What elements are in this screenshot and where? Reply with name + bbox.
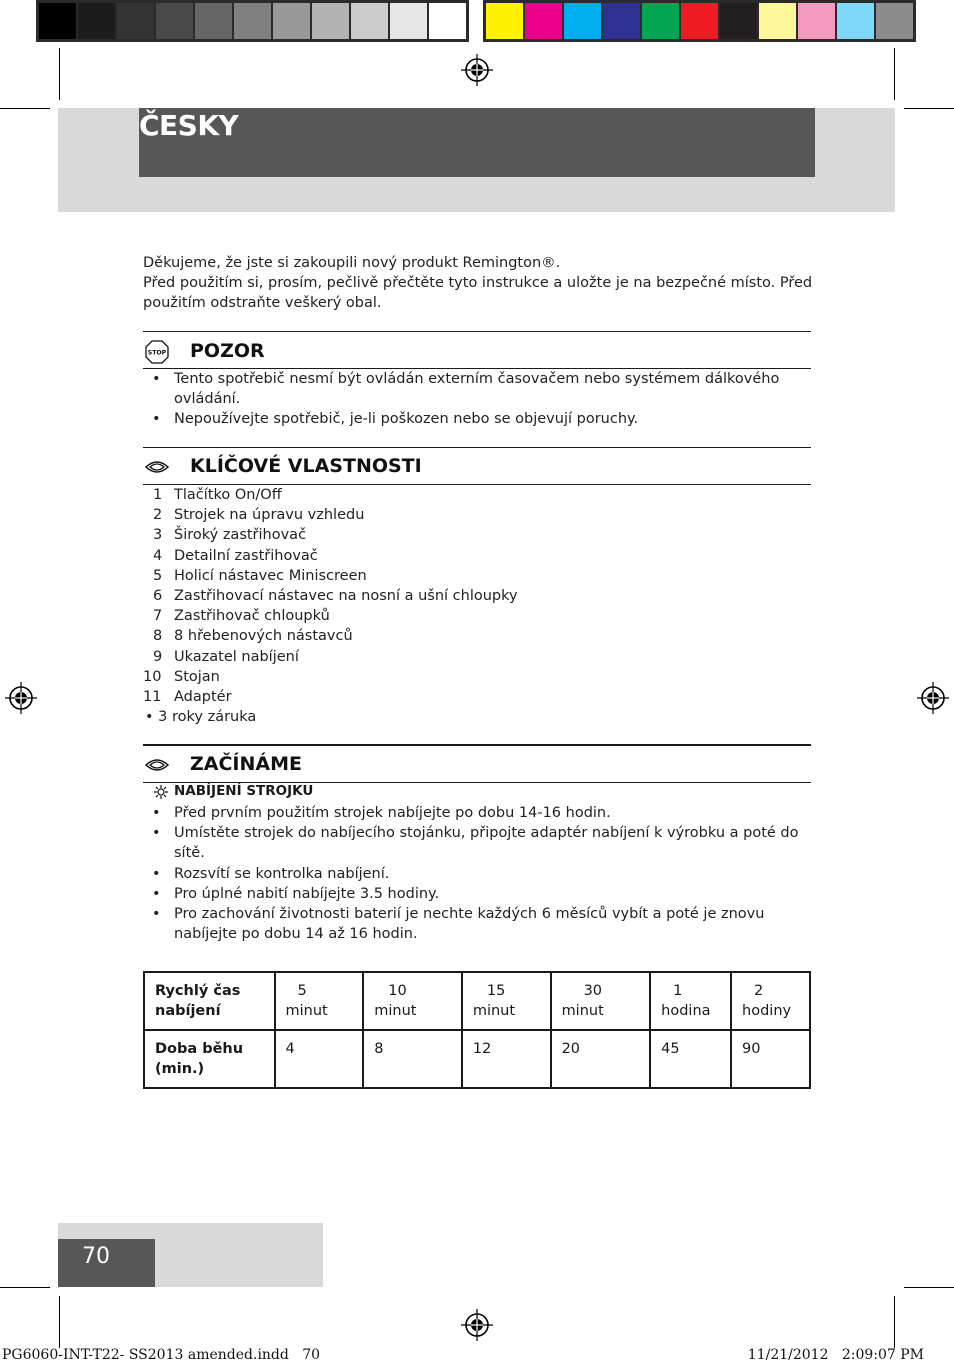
subheading-charging: NABÍJENÍ STROJKU: [174, 783, 314, 799]
crop-mark: [894, 48, 895, 100]
color-swatch: [351, 3, 388, 39]
color-swatch: [759, 3, 796, 39]
list-item: 2 Strojek na úpravu vzhledu: [153, 507, 365, 524]
list-item: 3 Široký zastřihovač: [153, 527, 307, 544]
list-item: 5 Holicí nástavec Miniscreen: [153, 567, 367, 584]
intro-line-1: Děkujeme, že jste si zakoupili nový produkt Remington®.: [143, 255, 561, 271]
list-item: • Nepoužívejte spotřebič, je-li poškozen nebo se objevují poruchy.: [152, 411, 639, 428]
stop-icon-label: STOP: [147, 349, 167, 357]
gray-color-bar: [36, 0, 469, 42]
crop-mark: [904, 108, 954, 109]
start-bullets: [143, 803, 813, 944]
color-swatch: [837, 3, 874, 39]
stop-icon: [145, 340, 169, 364]
table-cell: 8: [363, 1030, 462, 1088]
color-swatch: [78, 3, 115, 39]
table-row-label: Rychlý čas nabíjení: [144, 972, 275, 1030]
table-row: [144, 1030, 810, 1088]
section-title-start: ZAČÍNÁME: [190, 753, 302, 775]
registration-mark-icon: [461, 54, 493, 86]
list-item: 10 Stojan: [143, 668, 220, 685]
list-item: • Před prvním použitím strojek nabíjejte po dobu 14-16 hodin.: [152, 805, 611, 821]
list-item: • Umístěte strojek do nabíjecího stojánku, připojte adaptér nabíjení k výrobku a poté do sítě.: [152, 825, 799, 862]
color-swatch: [876, 3, 913, 39]
intro-text: [143, 253, 813, 314]
color-swatch: [273, 3, 310, 39]
table-cell: 4: [275, 1030, 364, 1088]
features-list: [143, 485, 813, 727]
registration-mark-icon: [461, 1309, 493, 1341]
page-number: 70: [82, 1244, 110, 1269]
table-cell: 12: [462, 1030, 551, 1088]
section-rule: [143, 331, 811, 332]
table-cell: 90: [731, 1030, 810, 1088]
color-swatch: [390, 3, 427, 39]
section-rule: [143, 447, 811, 448]
table-cell: 1 hodina: [650, 972, 731, 1030]
table-cell: 20: [551, 1030, 651, 1088]
crop-mark: [0, 1287, 50, 1288]
crop-mark: [59, 1296, 60, 1348]
list-item: 4 Detailní zastřihovač: [153, 547, 318, 564]
color-swatch: [195, 3, 232, 39]
registration-mark-icon: [5, 682, 37, 714]
section-title-features: KLÍČOVÉ VLASTNOSTI: [190, 455, 422, 477]
eye-icon: [145, 455, 169, 479]
color-swatch: [486, 3, 523, 39]
color-swatch: [798, 3, 835, 39]
table-cell: 2 hodiny: [731, 972, 810, 1030]
list-item: • Pro úplné nabití nabíjejte 3.5 hodiny.: [152, 885, 440, 902]
table-row-label: Doba běhu (min.): [144, 1030, 275, 1088]
pozor-bullets: [143, 369, 813, 430]
registration-mark-icon: [917, 682, 949, 714]
list-item: 11 Adaptér: [143, 689, 232, 706]
table-cell: 5 minut: [275, 972, 364, 1030]
color-swatch: [39, 3, 76, 39]
table-row: [144, 972, 810, 1030]
table-cell: 30 minut: [551, 972, 651, 1030]
eye-icon: [145, 753, 169, 777]
color-swatch: [156, 3, 193, 39]
list-item: 9 Ukazatel nabíjení: [153, 648, 299, 665]
slug-file-info: PG6060-INT-T22- SS2013 amended.indd 70: [2, 1347, 321, 1363]
color-swatch: [720, 3, 757, 39]
list-item: 8 8 hřebenových nástavců: [153, 628, 353, 645]
list-item: • Pro zachování životnosti baterií je nechte každých 6 měsíců vybít a poté je znovu nabíjejte po dobu 14 až 16 hodin.: [152, 906, 765, 943]
color-swatch: [525, 3, 562, 39]
crop-mark: [0, 108, 50, 109]
color-swatch: [312, 3, 349, 39]
section-rule: [143, 744, 811, 746]
list-item: 7 Zastřihovač chloupků: [153, 608, 330, 625]
color-swatch: [603, 3, 640, 39]
table-cell: 45: [650, 1030, 731, 1088]
warranty-item: • 3 roky záruka: [145, 709, 257, 726]
crop-mark: [904, 1287, 954, 1288]
color-swatch: [681, 3, 718, 39]
charging-table: [143, 971, 811, 1089]
section-title-pozor: POZOR: [190, 340, 265, 362]
list-item: 6 Zastřihovací nástavec na nosní a ušní chloupky: [153, 588, 518, 605]
color-swatch: [564, 3, 601, 39]
list-item: 1 Tlačítko On/Off: [153, 487, 282, 503]
color-swatch: [642, 3, 679, 39]
color-swatch: [117, 3, 154, 39]
crop-mark: [894, 1296, 895, 1348]
slug-timestamp: 11/21/2012 2:09:07 PM: [747, 1347, 924, 1363]
sun-icon: [154, 785, 168, 799]
table-cell: 10 minut: [363, 972, 462, 1030]
header-title-band: [139, 108, 815, 177]
process-color-bar: [483, 0, 916, 42]
list-item: • Rozsvítí se kontrolka nabíjení.: [152, 865, 390, 882]
list-item: • Tento spotřebič nesmí být ovládán externím časovačem nebo systémem dálkového ovládání.: [152, 371, 780, 408]
table-cell: 15 minut: [462, 972, 551, 1030]
page-title: ČESKY: [139, 109, 239, 142]
crop-mark: [59, 48, 60, 100]
intro-line-2: Před použitím si, prosím, pečlivě přečtěte tyto instrukce a uložte je na bezpečné místo. Před použitím odstraňte veškerý obal.: [143, 275, 813, 312]
color-swatch: [234, 3, 271, 39]
color-swatch: [429, 3, 466, 39]
